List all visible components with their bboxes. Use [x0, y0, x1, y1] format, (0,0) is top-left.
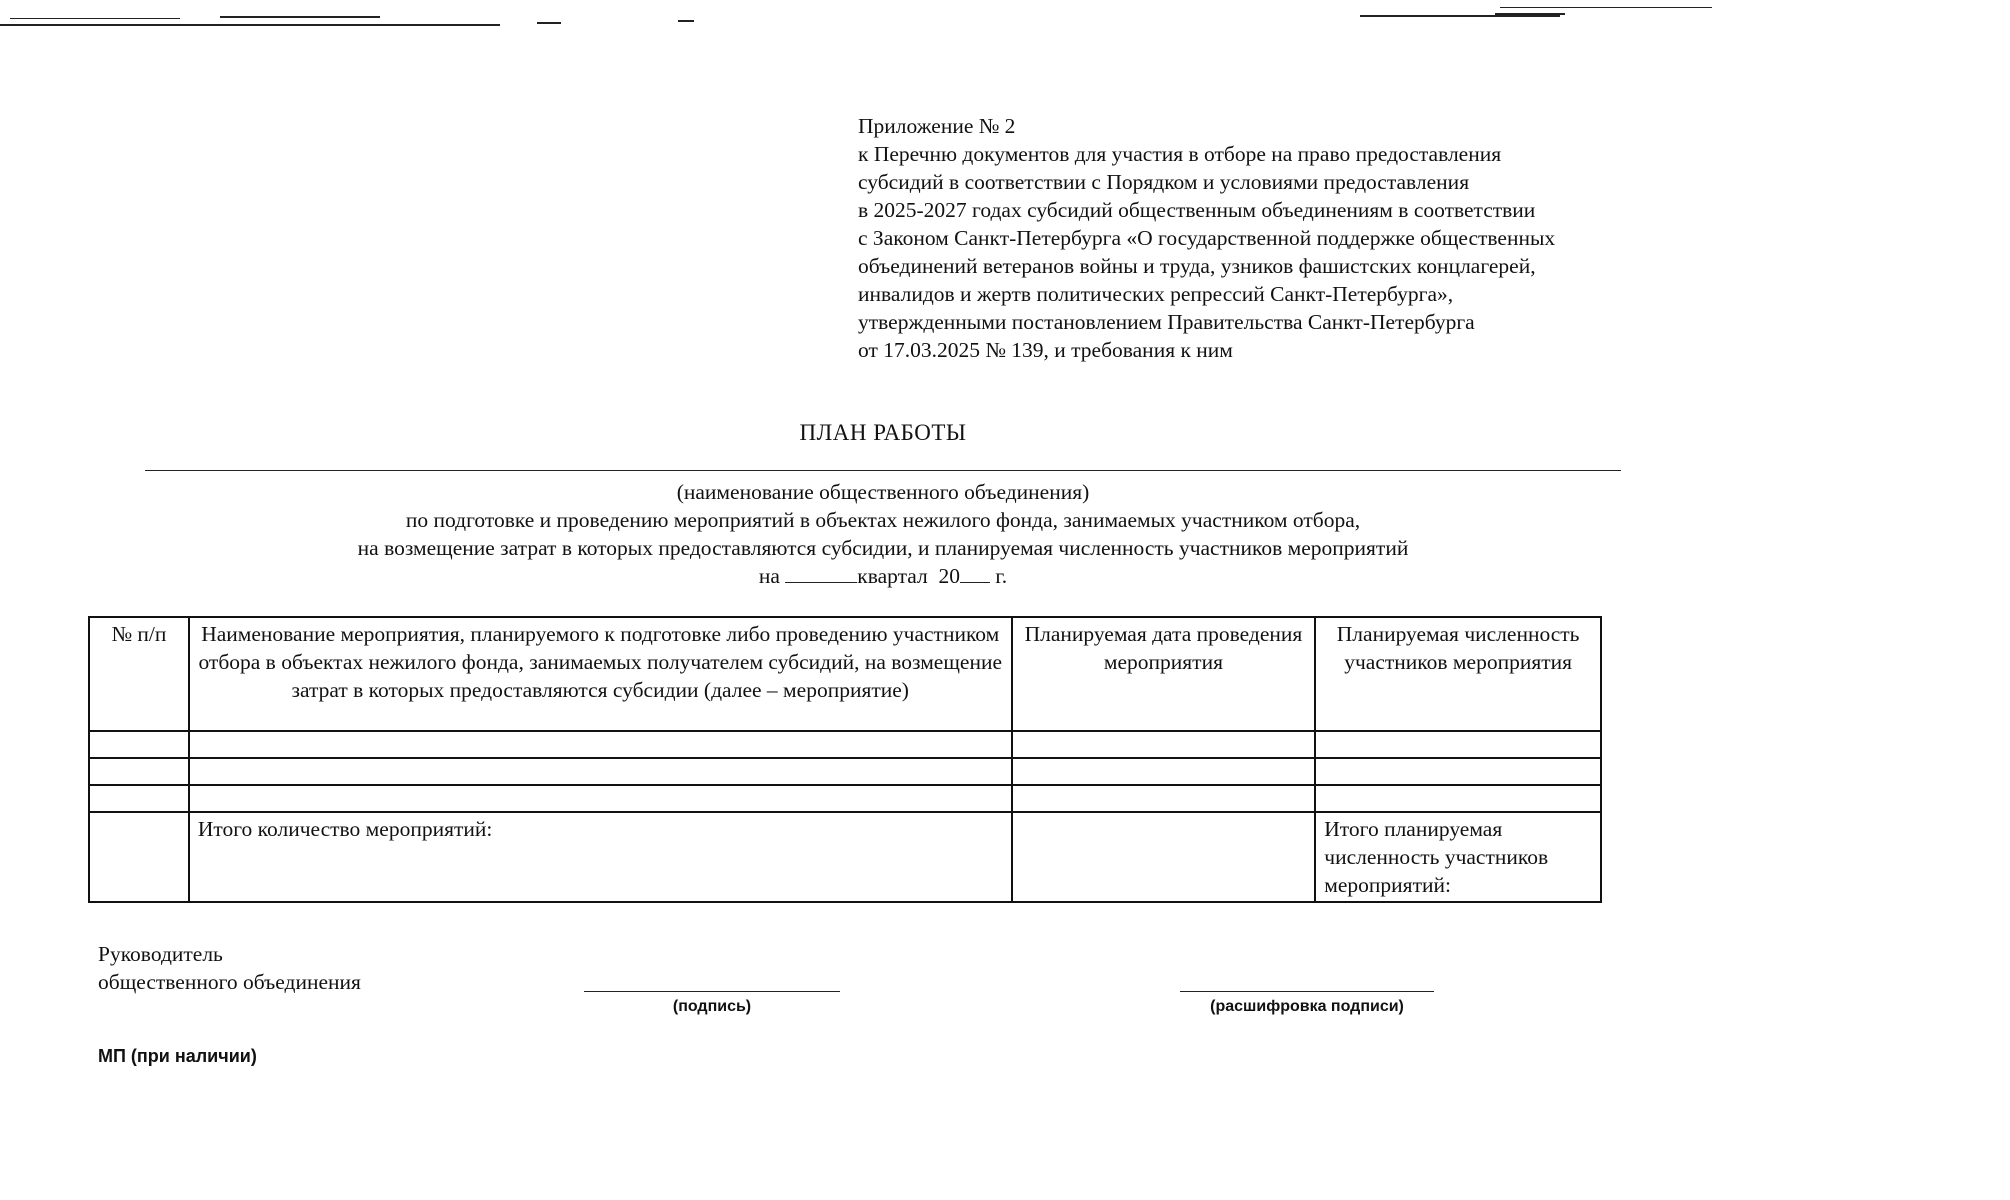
table-cell[interactable] [89, 731, 189, 758]
appendix-line: к Перечню документов для участия в отборе на право предоставления [858, 142, 1502, 166]
appendix-line: объединений ветеранов войны и труда, узников фашистских концлагерей, [858, 254, 1536, 278]
organization-name-line[interactable] [145, 470, 1621, 471]
appendix-header [858, 112, 1758, 364]
position-line-2: общественного объединения [98, 970, 361, 994]
scan-artifact-line [10, 18, 180, 19]
signature-decoding-line[interactable] [1180, 991, 1434, 992]
scan-artifact-line [1495, 13, 1565, 15]
table-cell[interactable] [1315, 785, 1601, 812]
appendix-line: утвержденными постановлением Правительства Санкт-Петербурга [858, 310, 1475, 334]
plan-subtitle-1: по подготовке и проведению мероприятий в объектах нежилого фонда, занимаемых участником отбора, [405, 508, 1361, 532]
table-cell[interactable] [1012, 758, 1316, 785]
work-plan-table [88, 616, 1602, 903]
signature-line[interactable] [584, 991, 840, 992]
signature-position [98, 940, 361, 996]
period-suffix: г. [995, 564, 1008, 588]
table-cell[interactable] [1012, 785, 1316, 812]
plan-subtitle-2: на возмещение затрат в которых предоставляются субсидии, и планируемая численность участников мероприятий [357, 536, 1409, 560]
organization-caption: (наименование общественного объединения) [676, 480, 1090, 504]
scan-artifact-line [537, 22, 561, 24]
header-planned-participants: Планируемая численность участников мероприятия [1315, 617, 1601, 731]
header-event-name: Наименование мероприятия, планируемого к подготовке либо проведению участником отбора в объектах нежилого фонда, занимаемых получателем субсидий, на возмещение затрат в которых предоставляются субсидии (далее – мероприятие) [189, 617, 1012, 731]
scan-artifact-line [220, 16, 380, 18]
appendix-line: инвалидов и жертв политических репрессий Санкт-Петербурга», [858, 282, 1454, 306]
appendix-line: субсидий в соответствии с Порядком и условиями предоставления [858, 170, 1470, 194]
table-cell[interactable] [189, 731, 1012, 758]
table-row [89, 731, 1601, 758]
plan-period [0, 562, 1766, 590]
stamp-note: МП (при наличии) [98, 1046, 257, 1066]
table-cell[interactable] [1315, 731, 1601, 758]
table-row [89, 785, 1601, 812]
table-cell[interactable] [189, 758, 1012, 785]
period-prefix: на [758, 564, 780, 588]
header-planned-date: Планируемая дата проведения мероприятия [1012, 617, 1316, 731]
table-cell[interactable] [1012, 812, 1316, 902]
appendix-line: Приложение № 2 [858, 114, 1016, 138]
appendix-line: с Законом Санкт-Петербурга «О государственной поддержке общественных [858, 226, 1556, 250]
table-row [89, 758, 1601, 785]
signature-caption: (подпись) [672, 998, 752, 1015]
total-events-label: Итого количество мероприятий: [189, 812, 1012, 902]
scan-artifact-line [0, 24, 500, 26]
decoding-caption: (расшифровка подписи) [1210, 998, 1404, 1015]
quarter-blank[interactable] [785, 562, 857, 583]
table-cell[interactable] [189, 785, 1012, 812]
header-number: № п/п [89, 617, 189, 731]
table-cell[interactable] [1315, 758, 1601, 785]
appendix-line: от 17.03.2025 № 139, и требования к ним [858, 338, 1233, 362]
table-header-row [89, 617, 1601, 731]
period-year-prefix: 20 [938, 564, 960, 588]
year-blank[interactable] [960, 562, 990, 583]
table-cell[interactable] [89, 758, 189, 785]
scan-artifact-line [678, 20, 694, 22]
period-quarter: квартал [857, 564, 928, 588]
table-total-row [89, 812, 1601, 902]
appendix-line: в 2025-2027 годах субсидий общественным объединениям в соответствии [858, 198, 1536, 222]
total-participants-label: Итого планируемая численность участников мероприятий: [1315, 812, 1601, 902]
table-cell[interactable] [1012, 731, 1316, 758]
position-line-1: Руководитель [98, 942, 223, 966]
plan-title: ПЛАН РАБОТЫ [799, 420, 967, 445]
scan-artifact-line [1500, 7, 1712, 8]
scan-artifact-line [1360, 15, 1560, 17]
table-cell[interactable] [89, 812, 189, 902]
table-cell[interactable] [89, 785, 189, 812]
